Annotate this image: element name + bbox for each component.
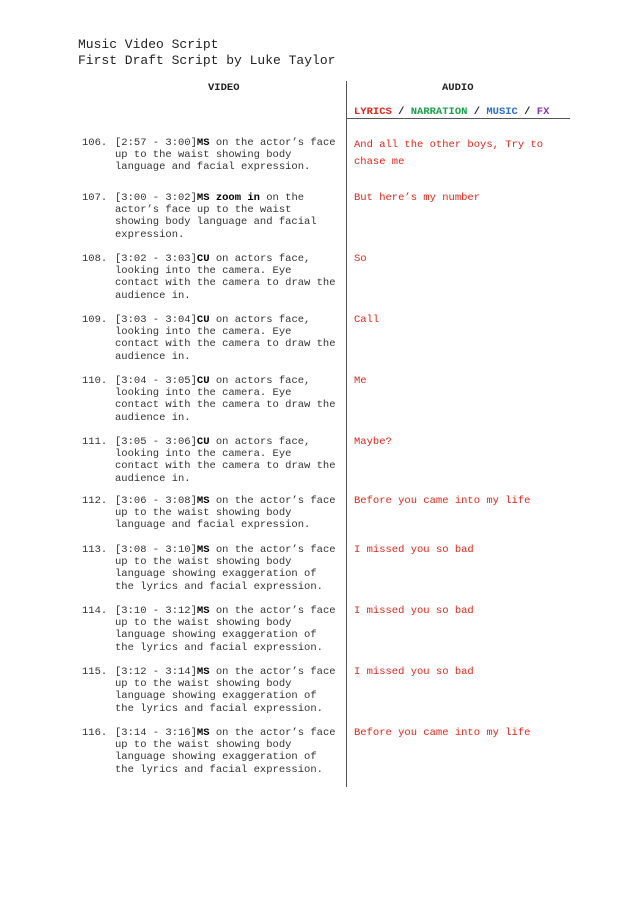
video-description — [115, 314, 341, 363]
shot-number: 114. — [82, 605, 108, 617]
shot-timecode: [3:12 - 3:14] — [115, 666, 197, 678]
shot-type: MS — [196, 727, 210, 739]
shot-description: on the actor’s face up to the waist showing body language showing exaggeration of the lyrics and facial expression. — [115, 666, 336, 715]
video-description — [115, 727, 341, 776]
audio-lyrics: Before you came into my life — [354, 495, 531, 507]
shot-type: MS — [196, 137, 210, 149]
audio-lyrics: And all the other boys, Try to chase me — [354, 139, 544, 168]
audio-lyrics: Me — [354, 375, 367, 387]
shot-timecode: [3:10 - 3:12] — [115, 605, 197, 617]
shot-type: CU — [196, 253, 210, 265]
shot-type: MS — [196, 605, 210, 617]
video-column-heading: VIDEO — [208, 82, 240, 94]
shot-description: on actors face, looking into the camera. Eye contact with the camera to draw the audience in. — [115, 375, 336, 424]
shot-type: CU — [196, 314, 210, 326]
shot-number: 112. — [82, 495, 108, 507]
legend-separator: / — [391, 106, 411, 118]
shot-number: 113. — [82, 544, 108, 556]
shot-description: on the actor’s face up to the waist showing body language showing exaggeration of the lyrics and facial expression. — [115, 727, 336, 776]
video-description — [115, 605, 341, 654]
column-divider — [346, 81, 347, 787]
shot-number: 108. — [82, 253, 108, 265]
shot-description: on actors face, looking into the camera. Eye contact with the camera to draw the audience in. — [115, 314, 336, 363]
shot-type: MS — [196, 495, 210, 507]
legend-lyrics: LYRICS — [354, 106, 392, 118]
shot-type: CU — [196, 436, 210, 448]
audio-lyrics: I missed you so bad — [354, 666, 474, 678]
video-description — [115, 666, 341, 715]
shot-number: 115. — [82, 666, 108, 678]
shot-timecode: [3:05 - 3:06] — [115, 436, 197, 448]
audio-header-rule — [346, 118, 570, 119]
script-title: Music Video Script — [78, 37, 219, 52]
audio-lyrics: I missed you so bad — [354, 544, 474, 556]
video-description — [115, 544, 341, 593]
video-description — [115, 137, 341, 174]
shot-timecode: [2:57 - 3:00] — [115, 137, 197, 149]
video-description — [115, 436, 341, 485]
shot-type: MS zoom in — [196, 192, 260, 204]
audio-lyrics: Before you came into my life — [354, 727, 531, 739]
video-description — [115, 375, 341, 424]
shot-timecode: [3:14 - 3:16] — [115, 727, 197, 739]
shot-description: on the actor’s face up to the waist showing body language and facial expression. — [115, 192, 317, 241]
audio-lyrics: Maybe? — [354, 436, 392, 448]
legend-music: MUSIC — [486, 106, 518, 118]
script-subtitle: First Draft Script by Luke Taylor — [78, 53, 336, 68]
audio-column-heading: AUDIO — [442, 82, 474, 94]
shot-number: 110. — [82, 375, 108, 387]
shot-type: CU — [196, 375, 210, 387]
audio-lyrics: Call — [354, 314, 380, 326]
shot-description: on actors face, looking into the camera. Eye contact with the camera to draw the audience in. — [115, 436, 336, 485]
legend-narration: NARRATION — [410, 106, 468, 118]
video-description — [115, 192, 341, 241]
audio-lyrics: So — [354, 253, 367, 265]
legend-fx: FX — [536, 106, 550, 118]
shot-description: on the actor’s face up to the waist showing body language and facial expression. — [115, 137, 336, 174]
shot-number: 107. — [82, 192, 108, 204]
shot-description: on actors face, looking into the camera. Eye contact with the camera to draw the audience in. — [115, 253, 336, 302]
audio-lyrics: I missed you so bad — [354, 605, 474, 617]
audio-legend — [354, 106, 549, 118]
shot-description: on the actor’s face up to the waist showing body language showing exaggeration of the lyrics and facial expression. — [115, 544, 336, 593]
shot-type: MS — [196, 544, 210, 556]
video-description — [115, 495, 341, 532]
shot-number: 106. — [82, 137, 108, 149]
shot-number: 109. — [82, 314, 108, 326]
audio-lyrics: But here’s my number — [354, 192, 481, 204]
shot-description: on the actor’s face up to the waist showing body language and facial expression. — [115, 495, 336, 532]
script-header — [78, 37, 335, 69]
shot-timecode: [3:00 - 3:02] — [115, 192, 197, 204]
shot-timecode: [3:04 - 3:05] — [115, 375, 197, 387]
legend-separator: / — [467, 106, 487, 118]
video-description — [115, 253, 341, 302]
shot-timecode: [3:08 - 3:10] — [115, 544, 197, 556]
shot-timecode: [3:03 - 3:04] — [115, 314, 197, 326]
shot-timecode: [3:02 - 3:03] — [115, 253, 197, 265]
shot-number: 111. — [82, 436, 108, 448]
legend-separator: / — [517, 106, 537, 118]
shot-number: 116. — [82, 727, 108, 739]
shot-timecode: [3:06 - 3:08] — [115, 495, 197, 507]
shot-type: MS — [196, 666, 210, 678]
shot-description: on the actor’s face up to the waist showing body language showing exaggeration of the lyrics and facial expression. — [115, 605, 336, 654]
